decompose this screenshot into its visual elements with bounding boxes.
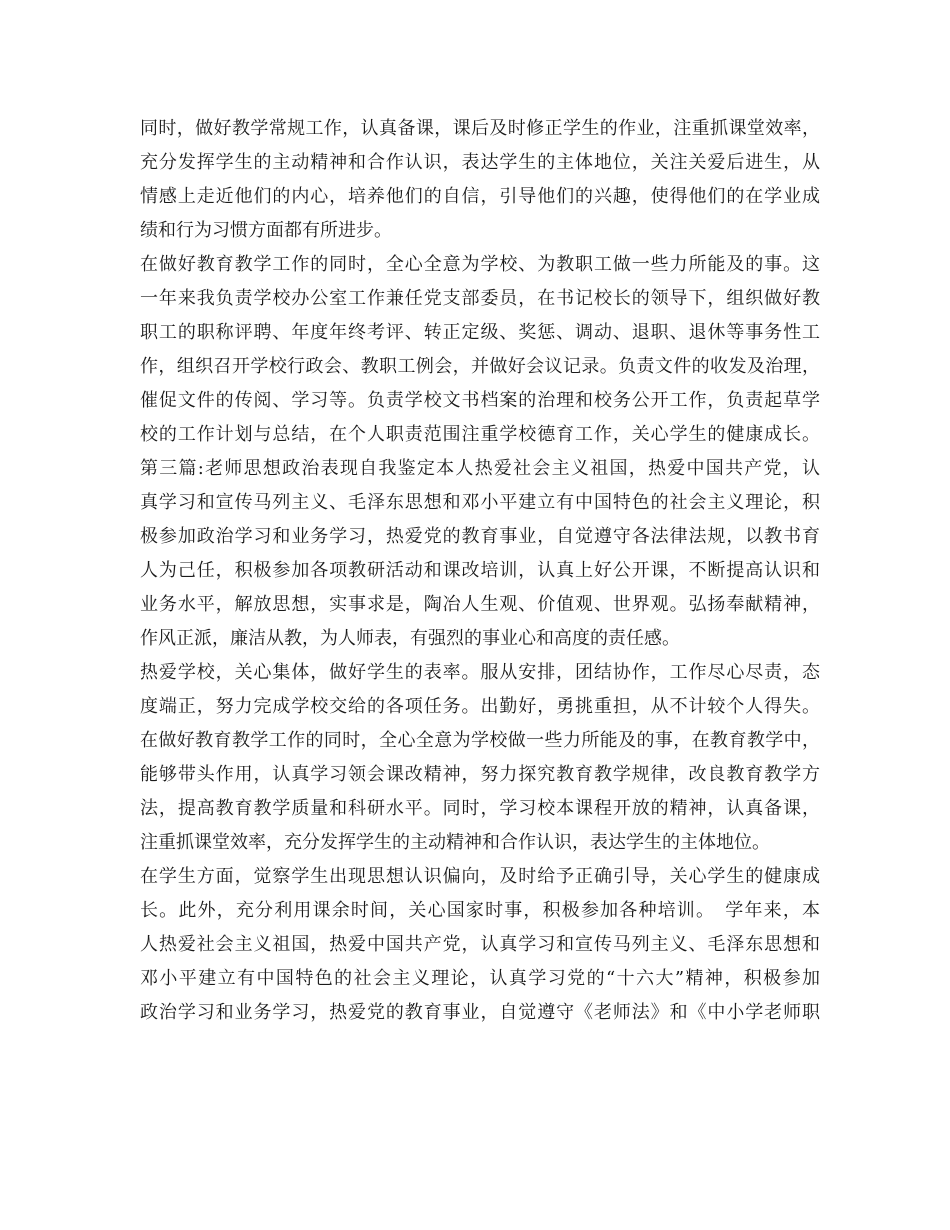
- text-line: 第三篇:老师思想政治表现自我鉴定本人热爱社会主义祖国，热爱中国共产党，认: [140, 458, 820, 479]
- text-line: 在做好教育教学工作的同时，全心全意为学校、为教职工做一些力所能及的事。这: [140, 254, 820, 275]
- text-line: 一年来我负责学校办公室工作兼任党支部委员，在书记校长的领导下，组织做好教: [140, 288, 820, 309]
- text-line: 人为己任，积极参加各项教研活动和课改培训，认真上好公开课，不断提高认识和: [140, 560, 820, 581]
- text-line: 情感上走近他们的内心，培养他们的自信，引导他们的兴趣，使得他们的在学业成: [140, 186, 820, 207]
- text-line: 法，提高教育教学质量和科研水平。同时，学习校本课程开放的精神，认真备课，: [140, 798, 820, 819]
- text-line: 充分发挥学生的主动精神和合作认识，表达学生的主体地位，关注关爱后进生，从: [140, 152, 820, 173]
- text-line: 业务水平，解放思想，实事求是，陶冶人生观、价值观、世界观。弘扬奉献精神，: [140, 594, 820, 615]
- text-line: 在学生方面，觉察学生出现思想认识偏向，及时给予正确引导，关心学生的健康成: [140, 866, 820, 887]
- text-line: 注重抓课堂效率，充分发挥学生的主动精神和合作认识，表达学生的主体地位。: [140, 832, 770, 853]
- text-line: 职工的职称评聘、年度年终考评、转正定级、奖惩、调动、退职、退休等事务性工: [140, 322, 820, 343]
- document-body-text: [140, 112, 820, 1030]
- text-line: 热爱学校，关心集体，做好学生的表率。服从安排，团结协作，工作尽心尽责，态: [140, 662, 820, 683]
- text-line: 在做好教育教学工作的同时，全心全意为学校做一些力所能及的事，在教育教学中，: [140, 730, 820, 751]
- text-line: 极参加政治学习和业务学习，热爱党的教育事业，自觉遵守各法律法规，以教书育: [140, 526, 820, 547]
- text-line: 同时，做好教学常规工作，认真备课，课后及时修正学生的作业，注重抓课堂效率，: [140, 118, 820, 139]
- text-line: 真学习和宣传马列主义、毛泽东思想和邓小平建立有中国特色的社会主义理论，积: [140, 492, 820, 513]
- text-line: 校的工作计划与总结，在个人职责范围注重学校德育工作，关心学生的健康成长。: [140, 424, 820, 445]
- text-line: 邓小平建立有中国特色的社会主义理论，认真学习党的“十六大”精神，积极参加: [140, 968, 820, 989]
- text-line: 能够带头作用，认真学习领会课改精神，努力探究教育教学规律，改良教育教学方: [140, 764, 820, 785]
- text-line: 作风正派，廉洁从教，为人师表，有强烈的事业心和高度的责任感。: [140, 628, 680, 649]
- text-line: 人热爱社会主义祖国，热爱中国共产党，认真学习和宣传马列主义、毛泽东思想和: [140, 934, 820, 955]
- text-line: 政治学习和业务学习，热爱党的教育事业，自觉遵守《老师法》和《中小学老师职: [140, 1002, 820, 1023]
- text-line: 作，组织召开学校行政会、教职工例会，并做好会议记录。负责文件的收发及治理，: [140, 356, 820, 377]
- text-line: 催促文件的传阅、学习等。负责学校文书档案的治理和校务公开工作，负责起草学: [140, 390, 820, 411]
- text-line: 度端正，努力完成学校交给的各项任务。出勤好，勇挑重担，从不计较个人得失。: [140, 696, 820, 717]
- text-line: 长。此外，充分利用课余时间，关心国家时事，积极参加各种培训。 学年来，本: [140, 900, 820, 921]
- text-line: 绩和行为习惯方面都有所进步。: [140, 220, 392, 241]
